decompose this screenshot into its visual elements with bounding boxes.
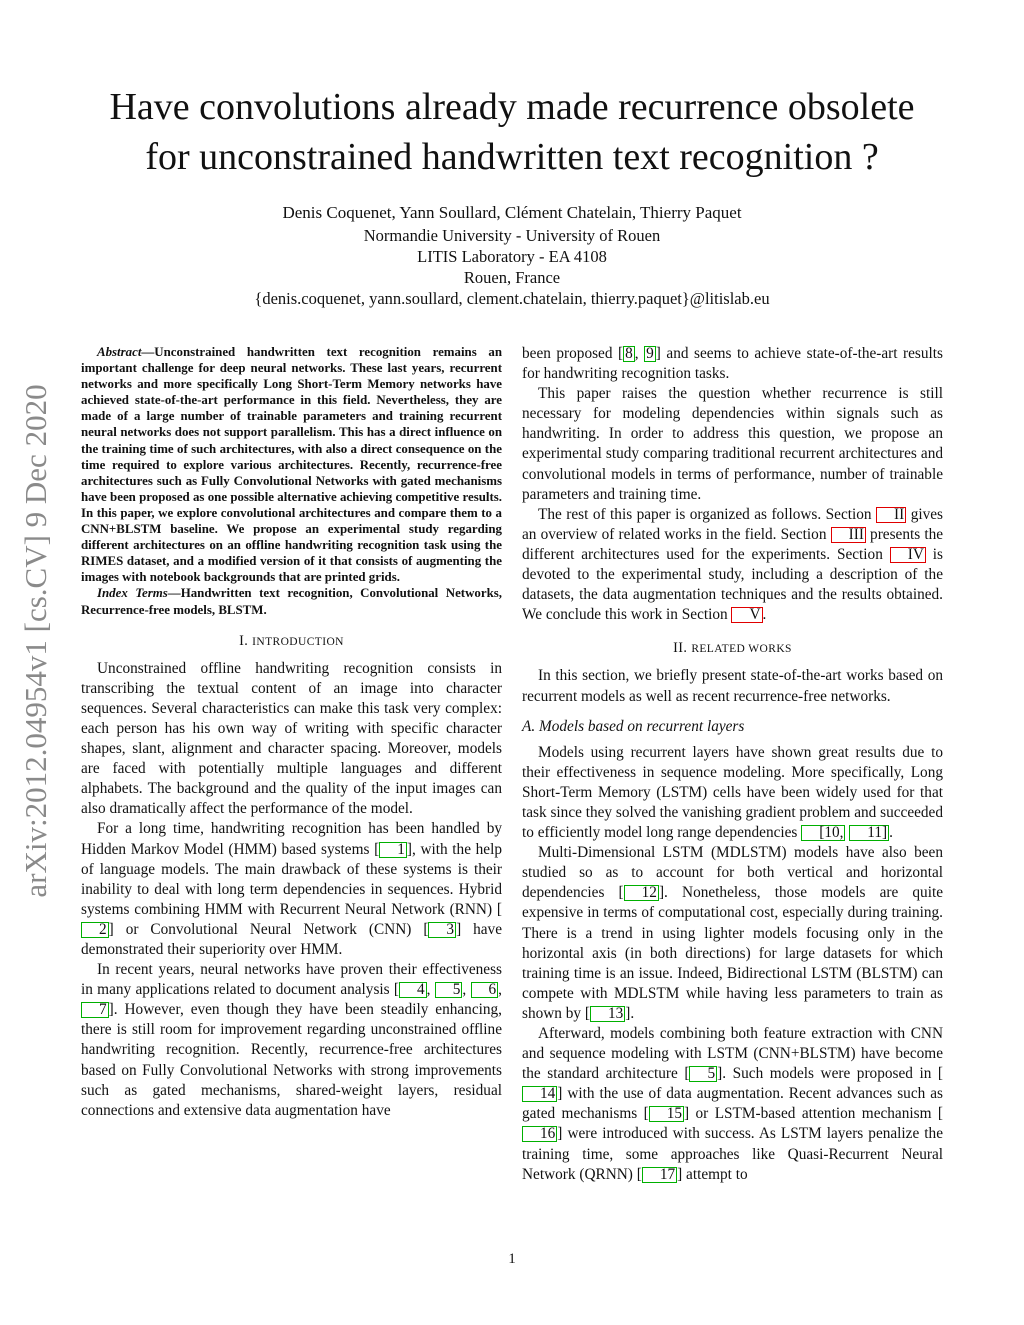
abstract bbox=[81, 344, 502, 585]
abstract-label: Abstract bbox=[97, 345, 142, 359]
citation-link[interactable]: 15 bbox=[649, 1106, 684, 1122]
citation-link[interactable]: 9 bbox=[646, 345, 654, 362]
affiliation-line: Rouen, France bbox=[463, 268, 561, 287]
author-names: Denis Coquenet, Yann Soullard, Clément Chatelain, Thierry Paquet bbox=[282, 203, 742, 222]
citation-link[interactable]: 14 bbox=[522, 1086, 557, 1102]
paragraph: Unconstrained offline handwriting recognition consists in transcribing the textual content of an image into character sequences. Several characteristics can make this task very complex: each person has his own way of writing with specific character shapes, slant, alignment and character spacing. Moreover, models are faced with potentially multiple languages and different alphabets. The background and the quality of the input images can also dramatically affect the performance of the model. bbox=[81, 659, 502, 818]
citation-link[interactable]: 16 bbox=[522, 1126, 557, 1142]
paragraph: The rest of this paper is organized as follows. Section II gives an overview of related works in the field. Section III presents the different architectures used for the experiments. Section IV is devoted to the experimental study, including a description of the datasets, the data augmentation techniques and the results obtained. We conclude this work in Section V . bbox=[522, 505, 944, 624]
section-link[interactable]: III bbox=[831, 527, 866, 543]
citation-link[interactable]: 4 bbox=[399, 982, 427, 998]
citation-link[interactable]: 13 bbox=[590, 1006, 625, 1022]
affiliation-line: LITIS Laboratory - EA 4108 bbox=[417, 247, 607, 266]
section-link[interactable]: V bbox=[731, 607, 762, 623]
paragraph: Models using recurrent layers have shown great results due to their effectiveness in sequence modeling. More specifically, Long Short-Term Memory (LSTM) cells have been widely used for that task since they solved the vanishing gradient problem and succeeded to efficiently model long range dependencies [10, 11] . bbox=[522, 743, 943, 842]
paragraph: been proposed [ 8 , 9 ] and seems to achieve state-of-the-art results for handwriting recognition tasks. bbox=[522, 345, 943, 383]
citation-link[interactable]: 3 bbox=[428, 922, 456, 938]
author-block bbox=[60, 202, 964, 309]
paper-title bbox=[40, 82, 984, 182]
citation-link[interactable]: 5 bbox=[435, 982, 463, 998]
paragraph: Multi-Dimensional LSTM (MDLSTM) models have also been studied so as to account for both vertical and horizontal dependencies [ 12 ]. Nonetheless, those models are quite expensive in terms of computational cost, especially during training. There is a trend in using lighter models focusing only in the horizontal axis (in both directions) for large datasets for which training time is an issue. Indeed, Bidirectional LSTM (BLSTM) can compete with MDLSTM while having less parameters to train as shown by [ 13 ]. bbox=[522, 844, 943, 1022]
left-column bbox=[81, 344, 502, 1121]
citation-link[interactable]: 2 bbox=[81, 922, 109, 938]
index-terms-label: Index Terms bbox=[97, 586, 168, 601]
citation-link[interactable]: 5 bbox=[689, 1066, 717, 1082]
paragraph: In this section, we briefly present state-of-the-art works based on recurrent models as well as recent recurrence-free networks. bbox=[522, 667, 943, 705]
index-terms bbox=[81, 585, 502, 617]
section-title: INTRODUCTION bbox=[252, 635, 344, 648]
abstract-text: —Unconstrained handwritten text recognition remains an important challenge for deep neural networks. These last years, recurrent networks and more specifically Long Short-Term Memory networks have achieved state-of-the-art performance in this field. Nevertheless, they are made of a large number of trainable parameters and training recurrent neural networks does not support parallelism. This has a direct influence on the training time of such architectures, with also a direct consequence on the time required to explore various architectures. Recently, recurrence-free architectures such as Fully Convolutional Networks with gated mechanisms have been proposed as one possible alternative achieving competitive results. In this paper, we explore convolutional architectures and compare them to a CNN+BLSTM baseline. We propose an experimental study regarding different architectures on an offline handwriting recognition task using the RIMES dataset, and a modified version of it that consists of augmenting the images with notebook backgrounds that are printed grids. bbox=[81, 345, 502, 585]
section-link[interactable]: IV bbox=[890, 547, 926, 563]
citation-link[interactable]: 8 bbox=[625, 345, 633, 362]
paragraph: In recent years, neural networks have proven their effectiveness in many applications related to document analysis [ 4 , 5 , 6 , 7 ]. However, even though they have been steadily enhancing, there is still room for improvement regarding unconstrained offline handwriting recognition. Recently, recurrence-free architectures based on Fully Convolutional Networks with strong improvements such as gated mechanisms, shared-weight layers, residual connections and extensive data augmentation have bbox=[81, 961, 502, 1119]
author-emails: {denis.coquenet, yann.soullard, clement.chatelain, thierry.paquet}@litislab.eu bbox=[254, 289, 770, 308]
citation-link[interactable]: 7 bbox=[81, 1002, 109, 1018]
index-terms-text: —Handwritten text recognition, Convolutional Networks, Recurrence-free models, BLSTM. bbox=[81, 586, 502, 617]
arxiv-identifier: arXiv:2012.04954v1 [cs.CV] 9 Dec 2020 bbox=[18, 383, 53, 898]
citation-link[interactable]: 1 bbox=[379, 842, 407, 858]
section-title: RELATED WORKS bbox=[691, 643, 792, 656]
affiliation-line: Normandie University - University of Rouen bbox=[363, 226, 661, 245]
paragraph: For a long time, handwriting recognition has been handled by Hidden Markov Model (HMM) based systems [ 1 ], with the help of language models. The main drawback of these systems is their inability to deal with long term dependencies in sequences. Hybrid systems combining HMM with Recurrent Neural Network (RNN) [2 ] or Convolutional Neural Network (CNN) [ 3 ] have demonstrated their superiority over HMM. bbox=[81, 820, 502, 958]
paragraph: Afterward, models combining both feature extraction with CNN and sequence modeling with LSTM (CNN+BLSTM) have become the standard architecture [ 5 ]. Such models were proposed in [14 ] with the use of data augmentation. Recent advances such as gated mechanisms [ 15 ] or LSTM-based attention mechanism [16 ] were introduced with success. As LSTM layers penalize the training time, some approaches like Quasi-Recurrent Neural Network (QRNN) [ 17 ] attempt to bbox=[522, 1025, 944, 1183]
citation-link[interactable]: 17 bbox=[642, 1167, 677, 1183]
citation-link[interactable]: 11] bbox=[849, 825, 889, 841]
section-heading-related-works: II. RELATED WORKS bbox=[673, 640, 792, 657]
citation-link[interactable]: 12 bbox=[624, 885, 659, 901]
paragraph: This paper raises the question whether recurrence is still necessary for modeling dependencies within signals such as handwriting. In order to address this question, we propose an experimental study comparing traditional recurrent architectures and convolutional models in terms of performance, number of trainable parameters and training time. bbox=[522, 385, 943, 503]
right-column bbox=[522, 344, 943, 1185]
section-link[interactable]: II bbox=[876, 507, 906, 523]
title-line-2: for unconstrained handwritten text recognition ? bbox=[145, 136, 879, 178]
page-number: 1 bbox=[508, 1251, 516, 1267]
title-line-1: Have convolutions already made recurrence obsolete bbox=[109, 86, 915, 128]
citation-link[interactable]: 6 bbox=[471, 982, 499, 998]
arxiv-sidebar bbox=[16, 353, 56, 928]
subsection-heading: A. Models based on recurrent layers bbox=[522, 717, 745, 735]
citation-link[interactable]: [10, bbox=[801, 825, 845, 841]
section-heading-introduction: I. INTRODUCTION bbox=[239, 632, 344, 649]
